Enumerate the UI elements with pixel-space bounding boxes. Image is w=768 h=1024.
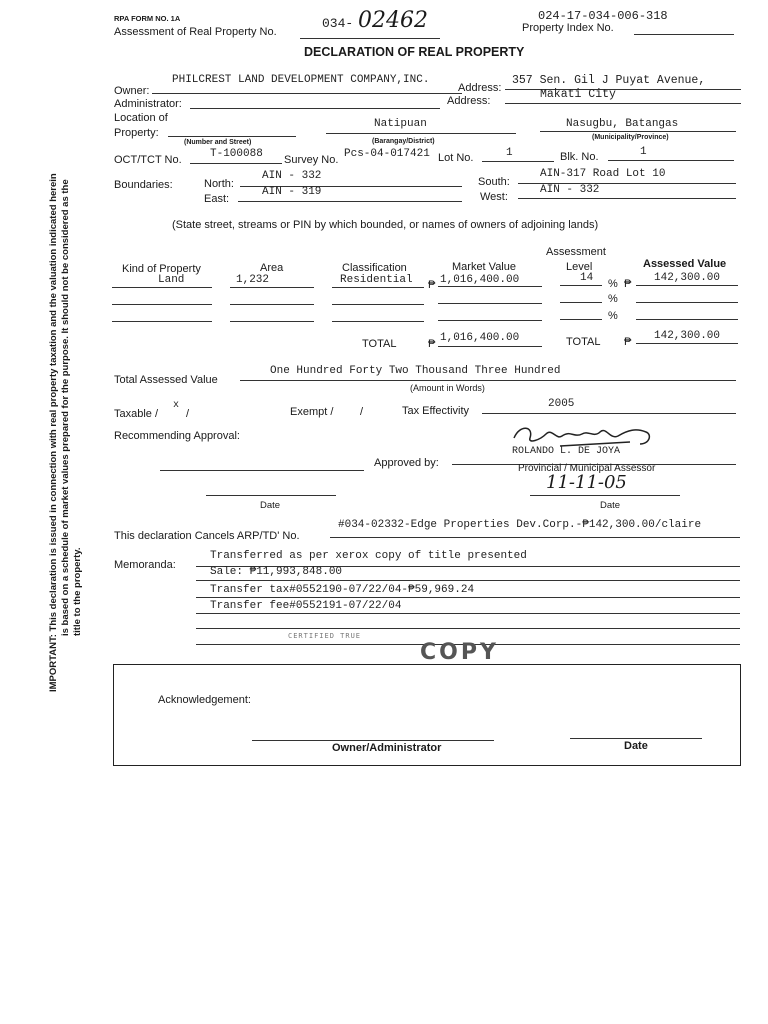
exempt-slash: /: [360, 406, 364, 418]
date-label-left: Date: [260, 500, 281, 511]
owner-label: Owner:: [114, 85, 150, 97]
total-assessed-value: 142,300.00: [654, 330, 721, 342]
barangay-caption: (Barangay/District): [372, 138, 435, 145]
location-label-2: Property:: [114, 127, 159, 139]
west-label: West:: [480, 191, 508, 203]
recommending-approval-label: Recommending Approval:: [114, 430, 240, 442]
row-kind: Land: [158, 274, 185, 286]
tax-effectivity-label: Tax Effectivity: [402, 405, 470, 417]
total-assessed-words: One Hundred Forty Two Thousand Three Hundred: [270, 365, 561, 377]
oct-value: T-100088: [210, 148, 263, 160]
tax-effectivity-value: 2005: [548, 398, 575, 410]
row-market: 1,016,400.00: [440, 274, 520, 286]
memo-line-1: Transferred as per xerox copy of title presented: [210, 550, 527, 562]
total-assessed-label: TOTAL: [566, 336, 601, 348]
col-market-header: Market Value: [452, 261, 516, 273]
important-note-line2: is based on a schedule of market values prepared for the purpose. It should not be considered as the: [60, 179, 71, 636]
east-label: East:: [204, 193, 230, 205]
south-label: South:: [478, 176, 510, 188]
blk-value: 1: [640, 146, 647, 158]
row3-percent: %: [608, 310, 618, 322]
exempt-label: Exempt /: [290, 406, 334, 418]
location-label-1: Location of: [114, 112, 168, 124]
assessment-no-prefix: 034-: [322, 16, 354, 31]
total-assessed-words-label: Total Assessed Value: [114, 374, 218, 386]
date-label-right: Date: [600, 500, 621, 511]
survey-value: Pcs-04-017421: [344, 148, 430, 160]
boundaries-note: (State street, streams or PIN by which bounded, or names of owners of adjoining lands): [172, 219, 599, 231]
memo-line-3: Transfer tax#0552190-07/22/04-₱59,969.24: [210, 584, 475, 596]
owner-administrator-label: Owner/Administrator: [332, 742, 442, 754]
row-area: 1,232: [236, 274, 270, 286]
row-market-peso: ₱: [428, 279, 436, 291]
street-caption: (Number and Street): [184, 139, 252, 146]
row-assessed: 142,300.00: [654, 272, 721, 284]
signed-date: 11-11-05: [546, 472, 627, 493]
oct-label: OCT/TCT No.: [114, 154, 182, 166]
row-class: Residential: [340, 274, 413, 286]
memo-line-4: Transfer fee#0552191-07/22/04: [210, 600, 402, 612]
important-note-line1: IMPORTANT: This declaration is issued in connection with real property taxation and the valuation indicated herein: [48, 173, 59, 692]
lot-value: 1: [506, 147, 513, 159]
copy-stamp: COPY: [420, 640, 499, 665]
approved-by-label: Approved by:: [374, 457, 439, 469]
total-market-peso: ₱: [428, 338, 436, 350]
page-title: DECLARATION OF REAL PROPERTY: [304, 45, 525, 59]
east-value: AIN - 319: [262, 186, 322, 198]
north-value: AIN - 332: [262, 170, 322, 182]
assessment-heading: Assessment: [546, 246, 606, 258]
row2-percent: %: [608, 293, 618, 305]
col-kind-header: Kind of Property: [122, 263, 201, 275]
admin-address-value: Makati City: [540, 88, 616, 101]
important-note-line3: title to the property.: [72, 547, 83, 636]
owner-address-label: Address:: [458, 82, 502, 94]
acknowledgement-label: Acknowledgement:: [158, 694, 251, 706]
cancels-label: This declaration Cancels ARP/TD' No.: [114, 530, 300, 542]
municipality-value: Nasugbu, Batangas: [566, 118, 679, 130]
cancels-value: #034-02332-Edge Properties Dev.Corp.-₱142,300.00/claire: [338, 519, 702, 531]
property-index-value: 024-17-034-006-318: [538, 9, 668, 23]
survey-label: Survey No.: [284, 154, 339, 166]
blk-label: Blk. No.: [560, 151, 599, 163]
col-level-header: Level: [566, 261, 593, 273]
total-assessed-peso: ₱: [624, 336, 632, 348]
row-percent: %: [608, 278, 618, 290]
lot-label: Lot No.: [438, 152, 474, 164]
administrator-label: Administrator:: [114, 98, 182, 110]
north-label: North:: [204, 178, 234, 190]
assessment-no-label: Assessment of Real Property No.: [114, 26, 277, 38]
boundaries-label: Boundaries:: [114, 179, 173, 191]
col-class-header: Classification: [342, 262, 407, 274]
taxable-slash: /: [186, 408, 190, 420]
assessor-title: Provincial / Municipal Assessor: [518, 463, 656, 474]
row-level: 14: [580, 272, 594, 284]
assessment-no-handwritten: 02462: [358, 8, 428, 33]
assessor-name: ROLANDO L. DE JOYA: [512, 446, 621, 457]
south-value: AIN-317 Road Lot 10: [540, 168, 666, 180]
ack-date-label: Date: [624, 740, 648, 752]
admin-address-label: Address:: [447, 95, 491, 107]
owner-address-value: 357 Sen. Gil J Puyat Avenue,: [512, 74, 706, 87]
total-market-value: 1,016,400.00: [440, 332, 520, 344]
property-index-label: Property Index No.: [522, 22, 614, 34]
stamp-small-text: CERTIFIED TRUE: [288, 632, 362, 640]
owner-value: PHILCREST LAND DEVELOPMENT COMPANY,INC.: [172, 74, 430, 86]
row-assessed-peso: ₱: [624, 278, 632, 290]
barangay-value: Natipuan: [374, 118, 427, 130]
col-assessed-header: Assessed Value: [643, 258, 727, 270]
west-value: AIN - 332: [540, 184, 600, 196]
memo-line-2: Sale: ₱11,993,848.00: [210, 566, 343, 578]
taxable-label: Taxable /: [114, 408, 159, 420]
amount-in-words-caption: (Amount in Words): [410, 383, 485, 393]
memoranda-label: Memoranda:: [114, 559, 176, 571]
total-market-label: TOTAL: [362, 338, 397, 350]
col-area-header: Area: [260, 262, 284, 274]
municipality-caption: (Municipality/Province): [592, 134, 669, 141]
taxable-mark: x: [173, 400, 180, 411]
form-number: RPA FORM NO. 1A: [114, 14, 181, 23]
